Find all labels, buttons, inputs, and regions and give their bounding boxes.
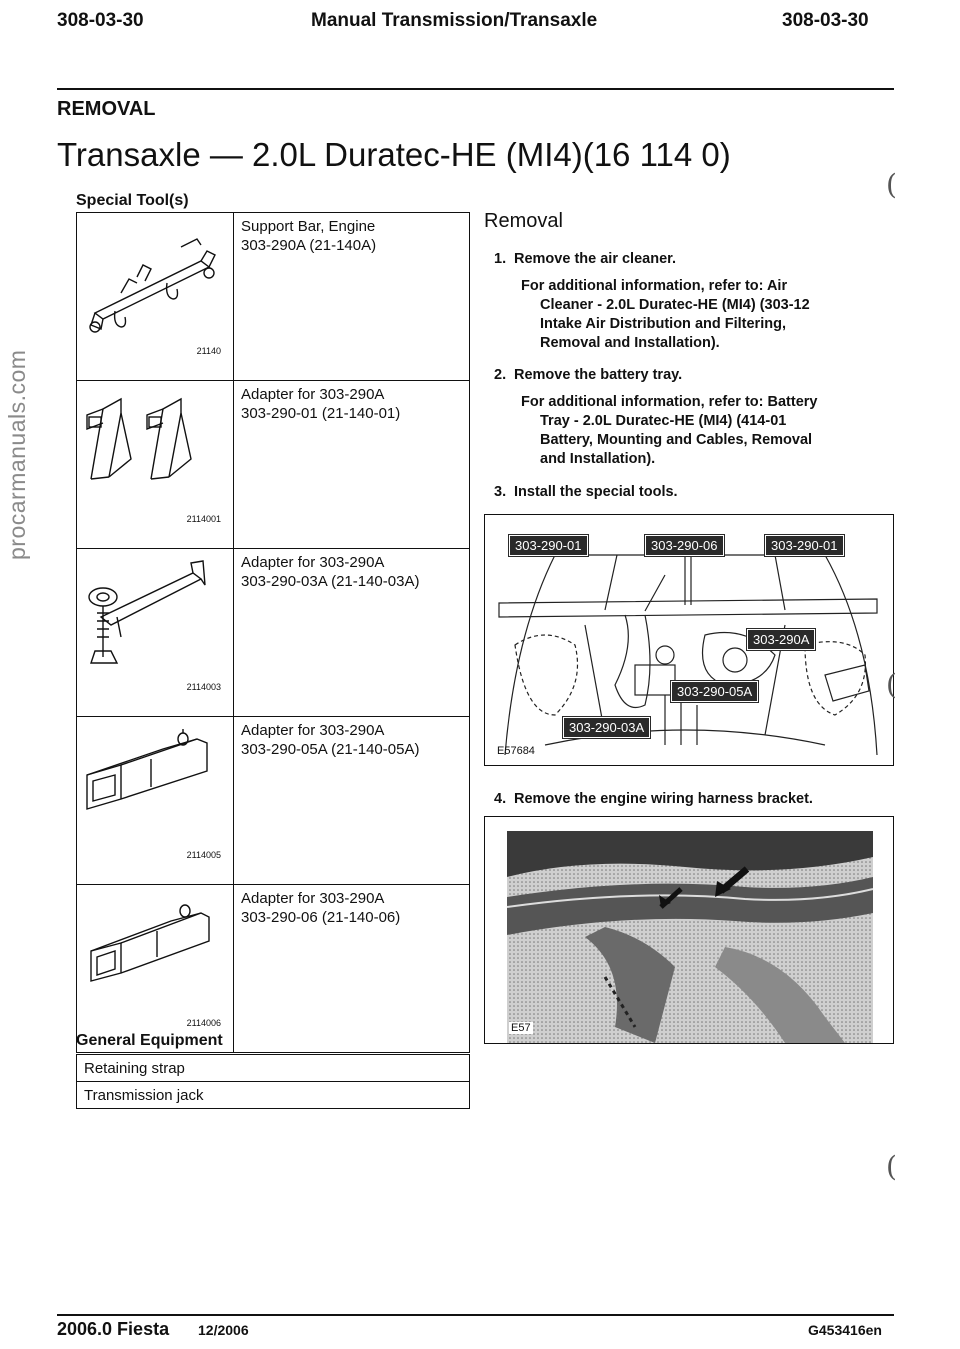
header-right-code: 308-03-30 xyxy=(782,10,869,31)
tool-image-cell xyxy=(77,885,234,1053)
adapter-tube-short-icon xyxy=(81,893,221,1003)
equipment-item: Retaining strap xyxy=(77,1055,470,1082)
tool-row xyxy=(77,213,470,381)
step-note-line: For additional information, refer to: Battery xyxy=(521,394,818,410)
adapter-brackets-icon xyxy=(81,389,221,489)
margin-bracket: ( xyxy=(886,1150,897,1183)
adapter-hook-icon xyxy=(81,557,221,677)
general-equipment-table xyxy=(76,1054,470,1109)
side-watermark: procarmanuals.com xyxy=(4,349,30,560)
step-text: Remove the engine wiring harness bracket. xyxy=(514,791,813,807)
step-note-line: Intake Air Distribution and Filtering, xyxy=(540,316,786,332)
special-tools-figure xyxy=(484,514,894,766)
engine-support-bar-icon xyxy=(81,221,221,341)
tool-description xyxy=(234,213,470,381)
step-text: Remove the air cleaner. xyxy=(514,251,676,267)
tool-image-cell xyxy=(77,717,234,885)
tool-description xyxy=(234,549,470,717)
callout-label: 303-290-01 xyxy=(765,535,844,556)
callout-label: 303-290-05A xyxy=(671,681,758,702)
tool-image-code: 2114003 xyxy=(186,682,221,692)
tool-image-cell xyxy=(77,213,234,381)
footer-model: 2006.0 Fiesta xyxy=(57,1319,170,1339)
header-title: Manual Transmission/Transaxle xyxy=(311,10,598,31)
tool-image-cell xyxy=(77,549,234,717)
margin-bracket: ( xyxy=(886,168,897,201)
footer-rule xyxy=(57,1314,894,1316)
document-title: Transaxle — 2.0L Duratec-HE (MI4)(16 114 0) xyxy=(57,136,731,173)
removal-heading: Removal xyxy=(484,210,563,232)
step-text: Remove the battery tray. xyxy=(514,367,683,383)
tool-name: Support Bar, Engine xyxy=(241,218,376,235)
tool-description xyxy=(234,381,470,549)
callout-label: 303-290-06 xyxy=(645,535,724,556)
header-left-code: 308-03-30 xyxy=(57,10,144,31)
general-equipment-heading: General Equipment xyxy=(76,1032,223,1049)
step-note-line: Removal and Installation). xyxy=(540,335,720,351)
harness-bracket-figure xyxy=(484,816,894,1044)
footer-ref: G453416en xyxy=(808,1322,882,1338)
tool-number: 303-290-03A (21-140-03A) xyxy=(241,573,420,590)
step-note-line: For additional information, refer to: Air xyxy=(521,278,788,294)
tool-number: 303-290-01 (21-140-01) xyxy=(241,405,401,422)
callout-label: 303-290-01 xyxy=(509,535,588,556)
callout-label: 303-290A xyxy=(747,629,815,650)
step-note-line: and Installation). xyxy=(540,451,656,467)
tool-image-code: 2114001 xyxy=(186,514,221,524)
tool-name: Adapter for 303-290A xyxy=(241,386,385,403)
step-number: 3. xyxy=(494,484,507,500)
header-rule xyxy=(57,88,894,90)
margin-bracket: ( xyxy=(886,668,897,701)
figure-code: E57 xyxy=(511,1022,531,1034)
step-text: Install the special tools. xyxy=(514,484,678,500)
harness-bracket-photo xyxy=(485,817,893,1043)
step-note-line: Cleaner - 2.0L Duratec-HE (MI4) (303-12 xyxy=(540,297,810,313)
step-number: 1. xyxy=(494,251,507,267)
tool-row xyxy=(77,549,470,717)
step-number: 2. xyxy=(494,367,507,383)
tool-row xyxy=(77,717,470,885)
tool-number: 303-290A (21-140A) xyxy=(241,237,377,254)
tool-row xyxy=(77,885,470,1053)
tool-image-code: 2114006 xyxy=(186,1018,221,1028)
section-title: REMOVAL xyxy=(57,98,156,120)
footer-date: 12/2006 xyxy=(198,1322,249,1338)
step-note-line: Tray - 2.0L Duratec-HE (MI4) (414-01 xyxy=(540,413,787,429)
equipment-item: Transmission jack xyxy=(77,1082,470,1109)
special-tools-heading: Special Tool(s) xyxy=(76,192,189,209)
tool-image-code: 2114005 xyxy=(186,850,221,860)
callout-label: 303-290-03A xyxy=(563,717,650,738)
tool-name: Adapter for 303-290A xyxy=(241,890,385,907)
tool-image-code: 21140 xyxy=(196,346,221,356)
figure-code: E57684 xyxy=(497,745,535,757)
step-number: 4. xyxy=(494,791,507,807)
tool-name: Adapter for 303-290A xyxy=(241,722,385,739)
tool-description xyxy=(234,717,470,885)
tool-number: 303-290-05A (21-140-05A) xyxy=(241,741,420,758)
tool-name: Adapter for 303-290A xyxy=(241,554,385,571)
step-note-line: Battery, Mounting and Cables, Removal xyxy=(540,432,813,448)
tool-description xyxy=(234,885,470,1053)
adapter-tube-icon xyxy=(81,725,221,835)
special-tools-table xyxy=(76,212,470,1053)
tool-number: 303-290-06 (21-140-06) xyxy=(241,909,401,926)
tool-image-cell xyxy=(77,381,234,549)
tool-row xyxy=(77,381,470,549)
